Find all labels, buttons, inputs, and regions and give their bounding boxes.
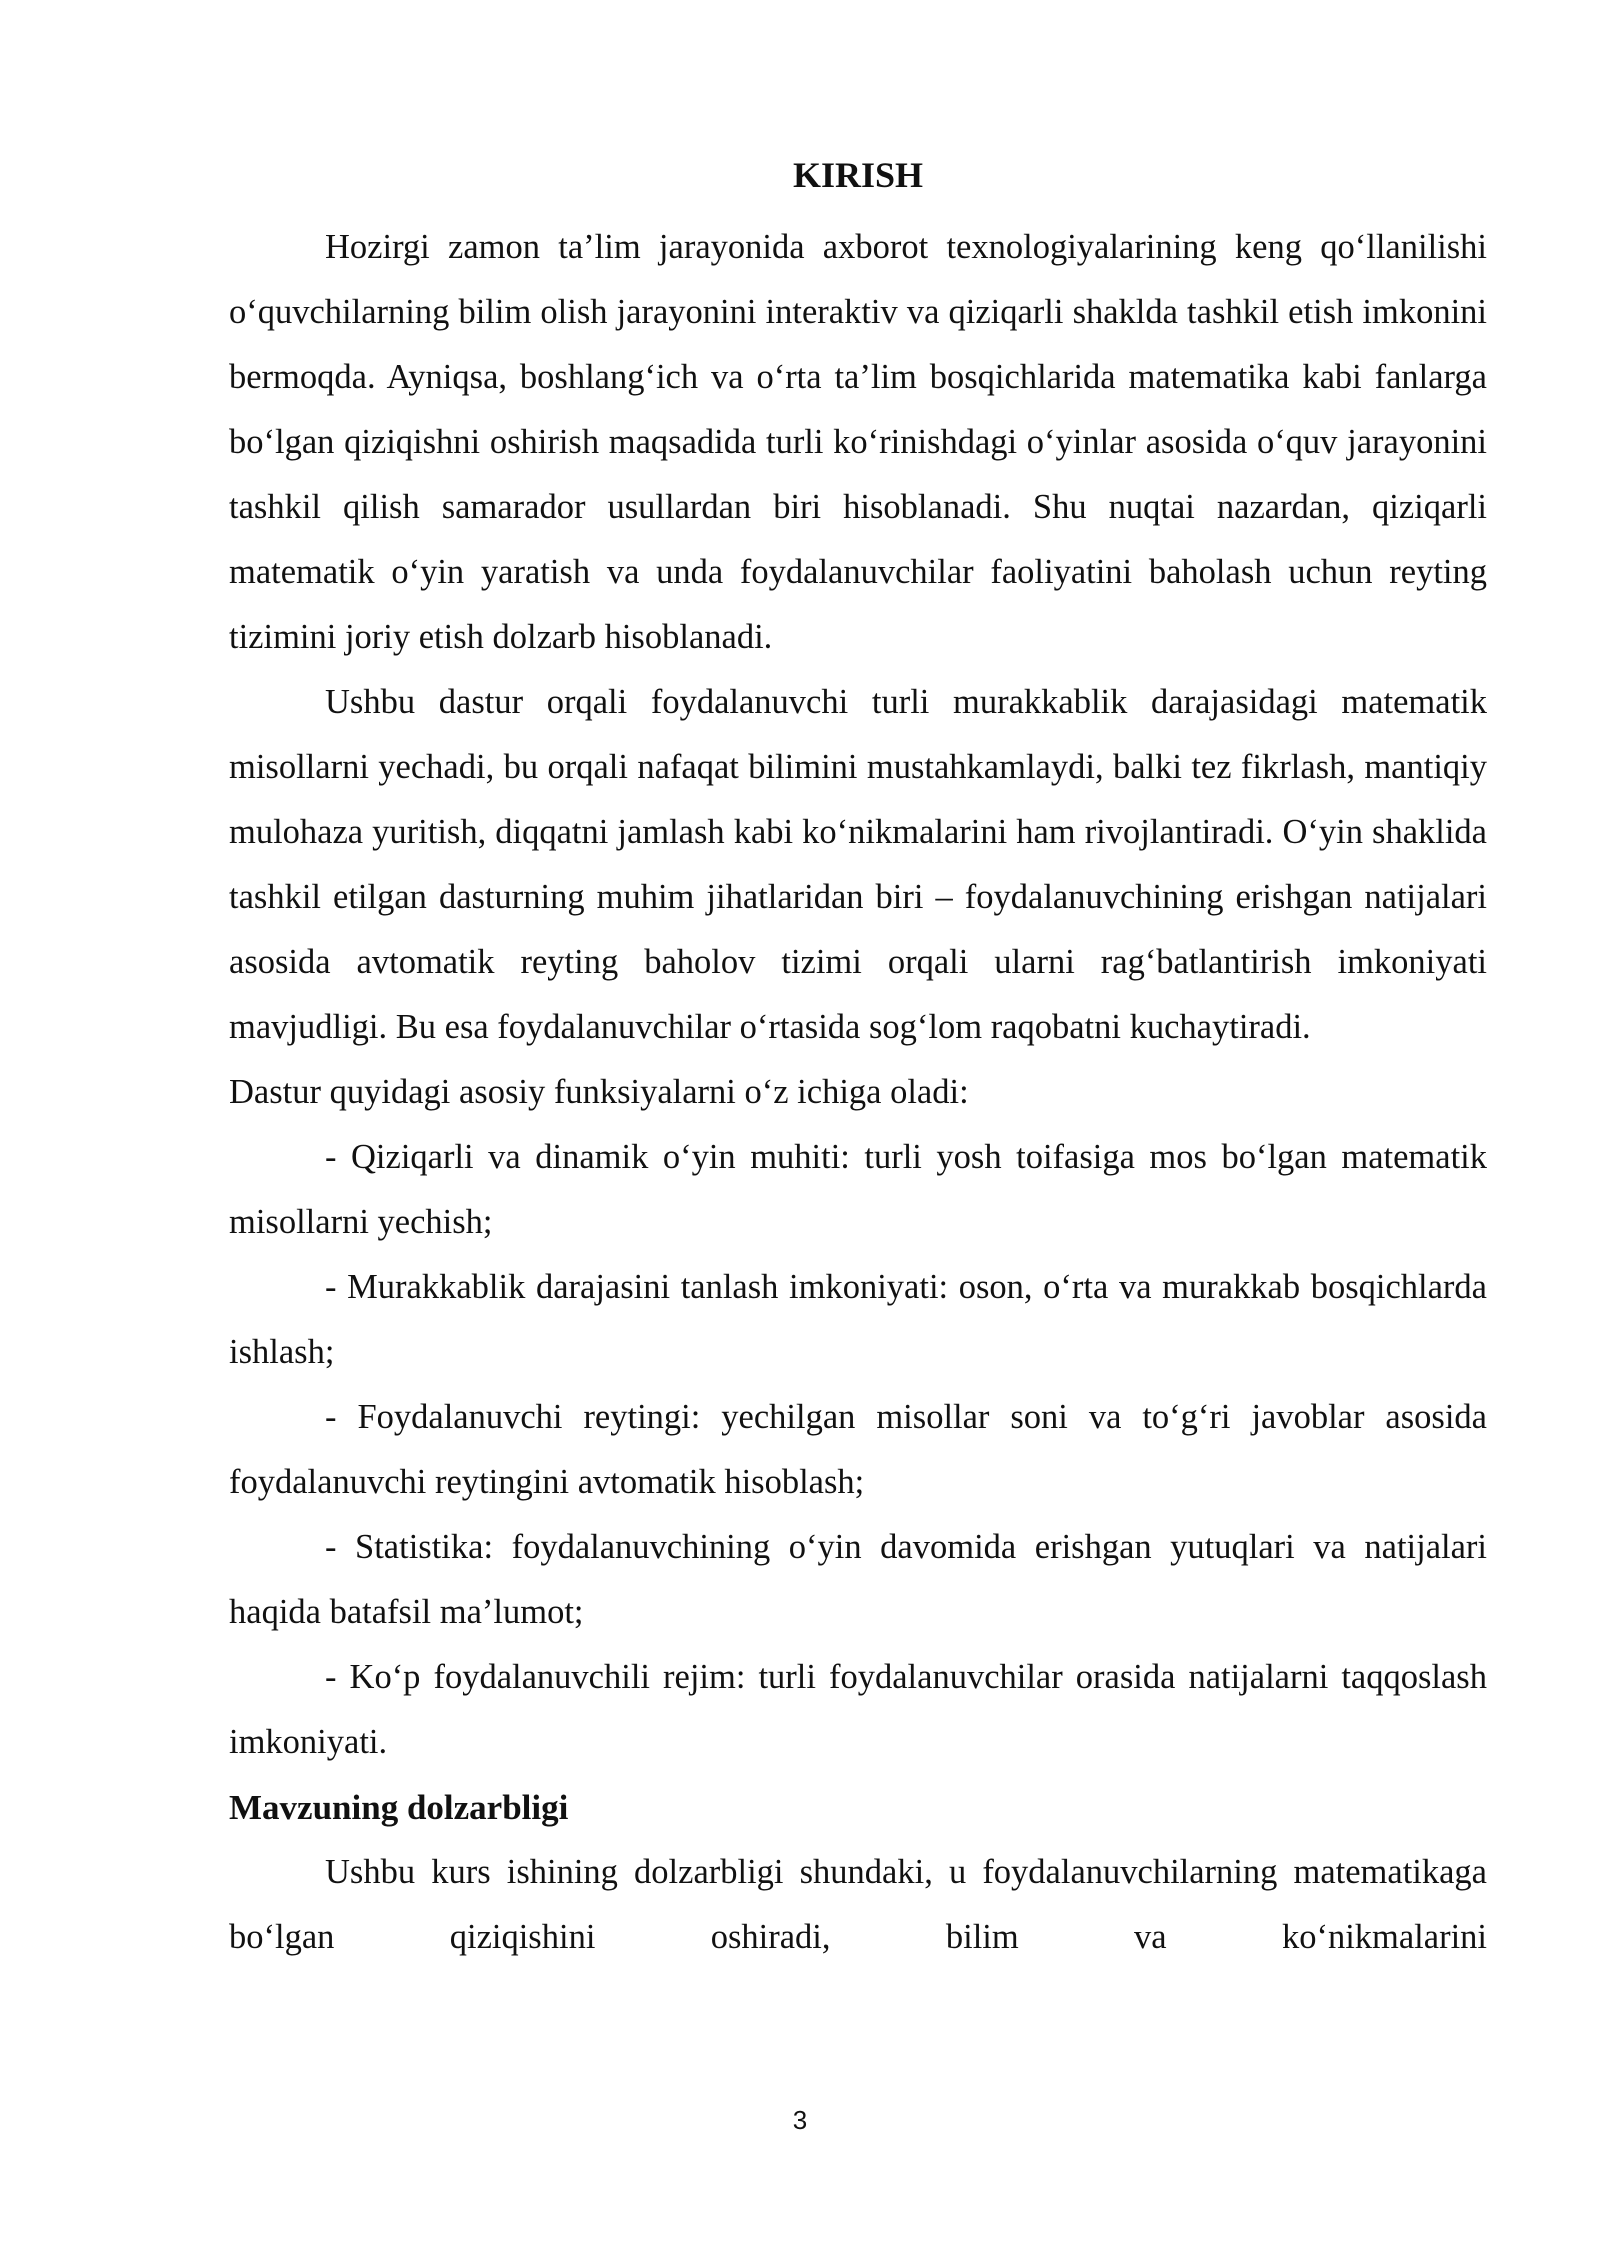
relevance-paragraph: Ushbu kurs ishining dolzarbligi shundaki, u foydalanuvchilarning matematikaga bo‘lgan qiziqishini oshiradi, bilim va ko‘nikmalarini: [229, 1853, 1487, 1956]
intro-paragraph-1: Hozirgi zamon ta’lim jarayonida axborot texnologiyalarining keng qo‘llanilishi o‘quvchilarning bilim olish jarayonini interaktiv va qiziqarli shaklda tashkil etish imkonini bermoqda. Ayniqsa, boshlang‘ich va o‘rta ta’lim bosqichlarida matematika kabi fanlarga bo‘lgan qiziqishni oshirish maqsadida turli ko‘rinishdagi o‘yinlar asosida o‘quv jarayonini tashkil qilish samarador usullardan biri hisoblanadi. Shu nuqtai nazardan, qiziqarli matematik o‘yin yaratish va unda foydalanuvchilar faoliyatini baholash uchun reyting tizimini joriy etish dolzarb hisoblanadi.: [229, 228, 1487, 656]
intro-paragraph-2: Ushbu dastur orqali foydalanuvchi turli murakkablik darajasidagi matematik misollarni yechadi, bu orqali nafaqat bilimini mustahkamlaydi, balki tez fikrlash, mantiqiy mulohaza yuritish, diqqatni jamlash kabi ko‘nikmalarini ham rivojlantiradi. O‘yin shaklida tashkil etilgan dasturning muhim jihatlaridan biri – foydalanuvchining erishgan natijalari asosida avtomatik reyting baholov tizimi orqali ularni rag‘batlantirish imkoniyati mavjudligi. Bu esa foydalanuvchilar o‘rtasida sog‘lom raqobatni kuchaytiradi.: [229, 683, 1487, 1046]
section-heading: Mavzuning dolzarbligi: [229, 1788, 569, 1827]
function-item-rating: - Foydalanuvchi reytingi: yechilgan misollar soni va to‘g‘ri javoblar asosida foydalanuvchi reytingini avtomatik hisoblash;: [229, 1398, 1487, 1501]
page-title: KIRISH: [792, 155, 924, 195]
page-number: 3: [792, 2105, 808, 2135]
function-item-statistics: - Statistika: foydalanuvchining o‘yin davomida erishgan yutuqlari va natijalari haqida batafsil ma’lumot;: [229, 1528, 1487, 1631]
document-page: [229, 150, 1487, 1970]
function-item-multiplayer: - Ko‘p foydalanuvchili rejim: turli foydalanuvchilar orasida natijalarni taqqoslash imkoniyati.: [229, 1658, 1487, 1761]
function-item-game-environment: - Qiziqarli va dinamik o‘yin muhiti: turli yosh toifasiga mos bo‘lgan matematik misollarni yechish;: [229, 1138, 1487, 1241]
function-item-difficulty: - Murakkablik darajasini tanlash imkoniyati: oson, o‘rta va murakkab bosqichlarda ishlash;: [229, 1268, 1487, 1371]
functions-intro: Dastur quyidagi asosiy funksiyalarni o‘z ichiga oladi:: [229, 1073, 969, 1111]
